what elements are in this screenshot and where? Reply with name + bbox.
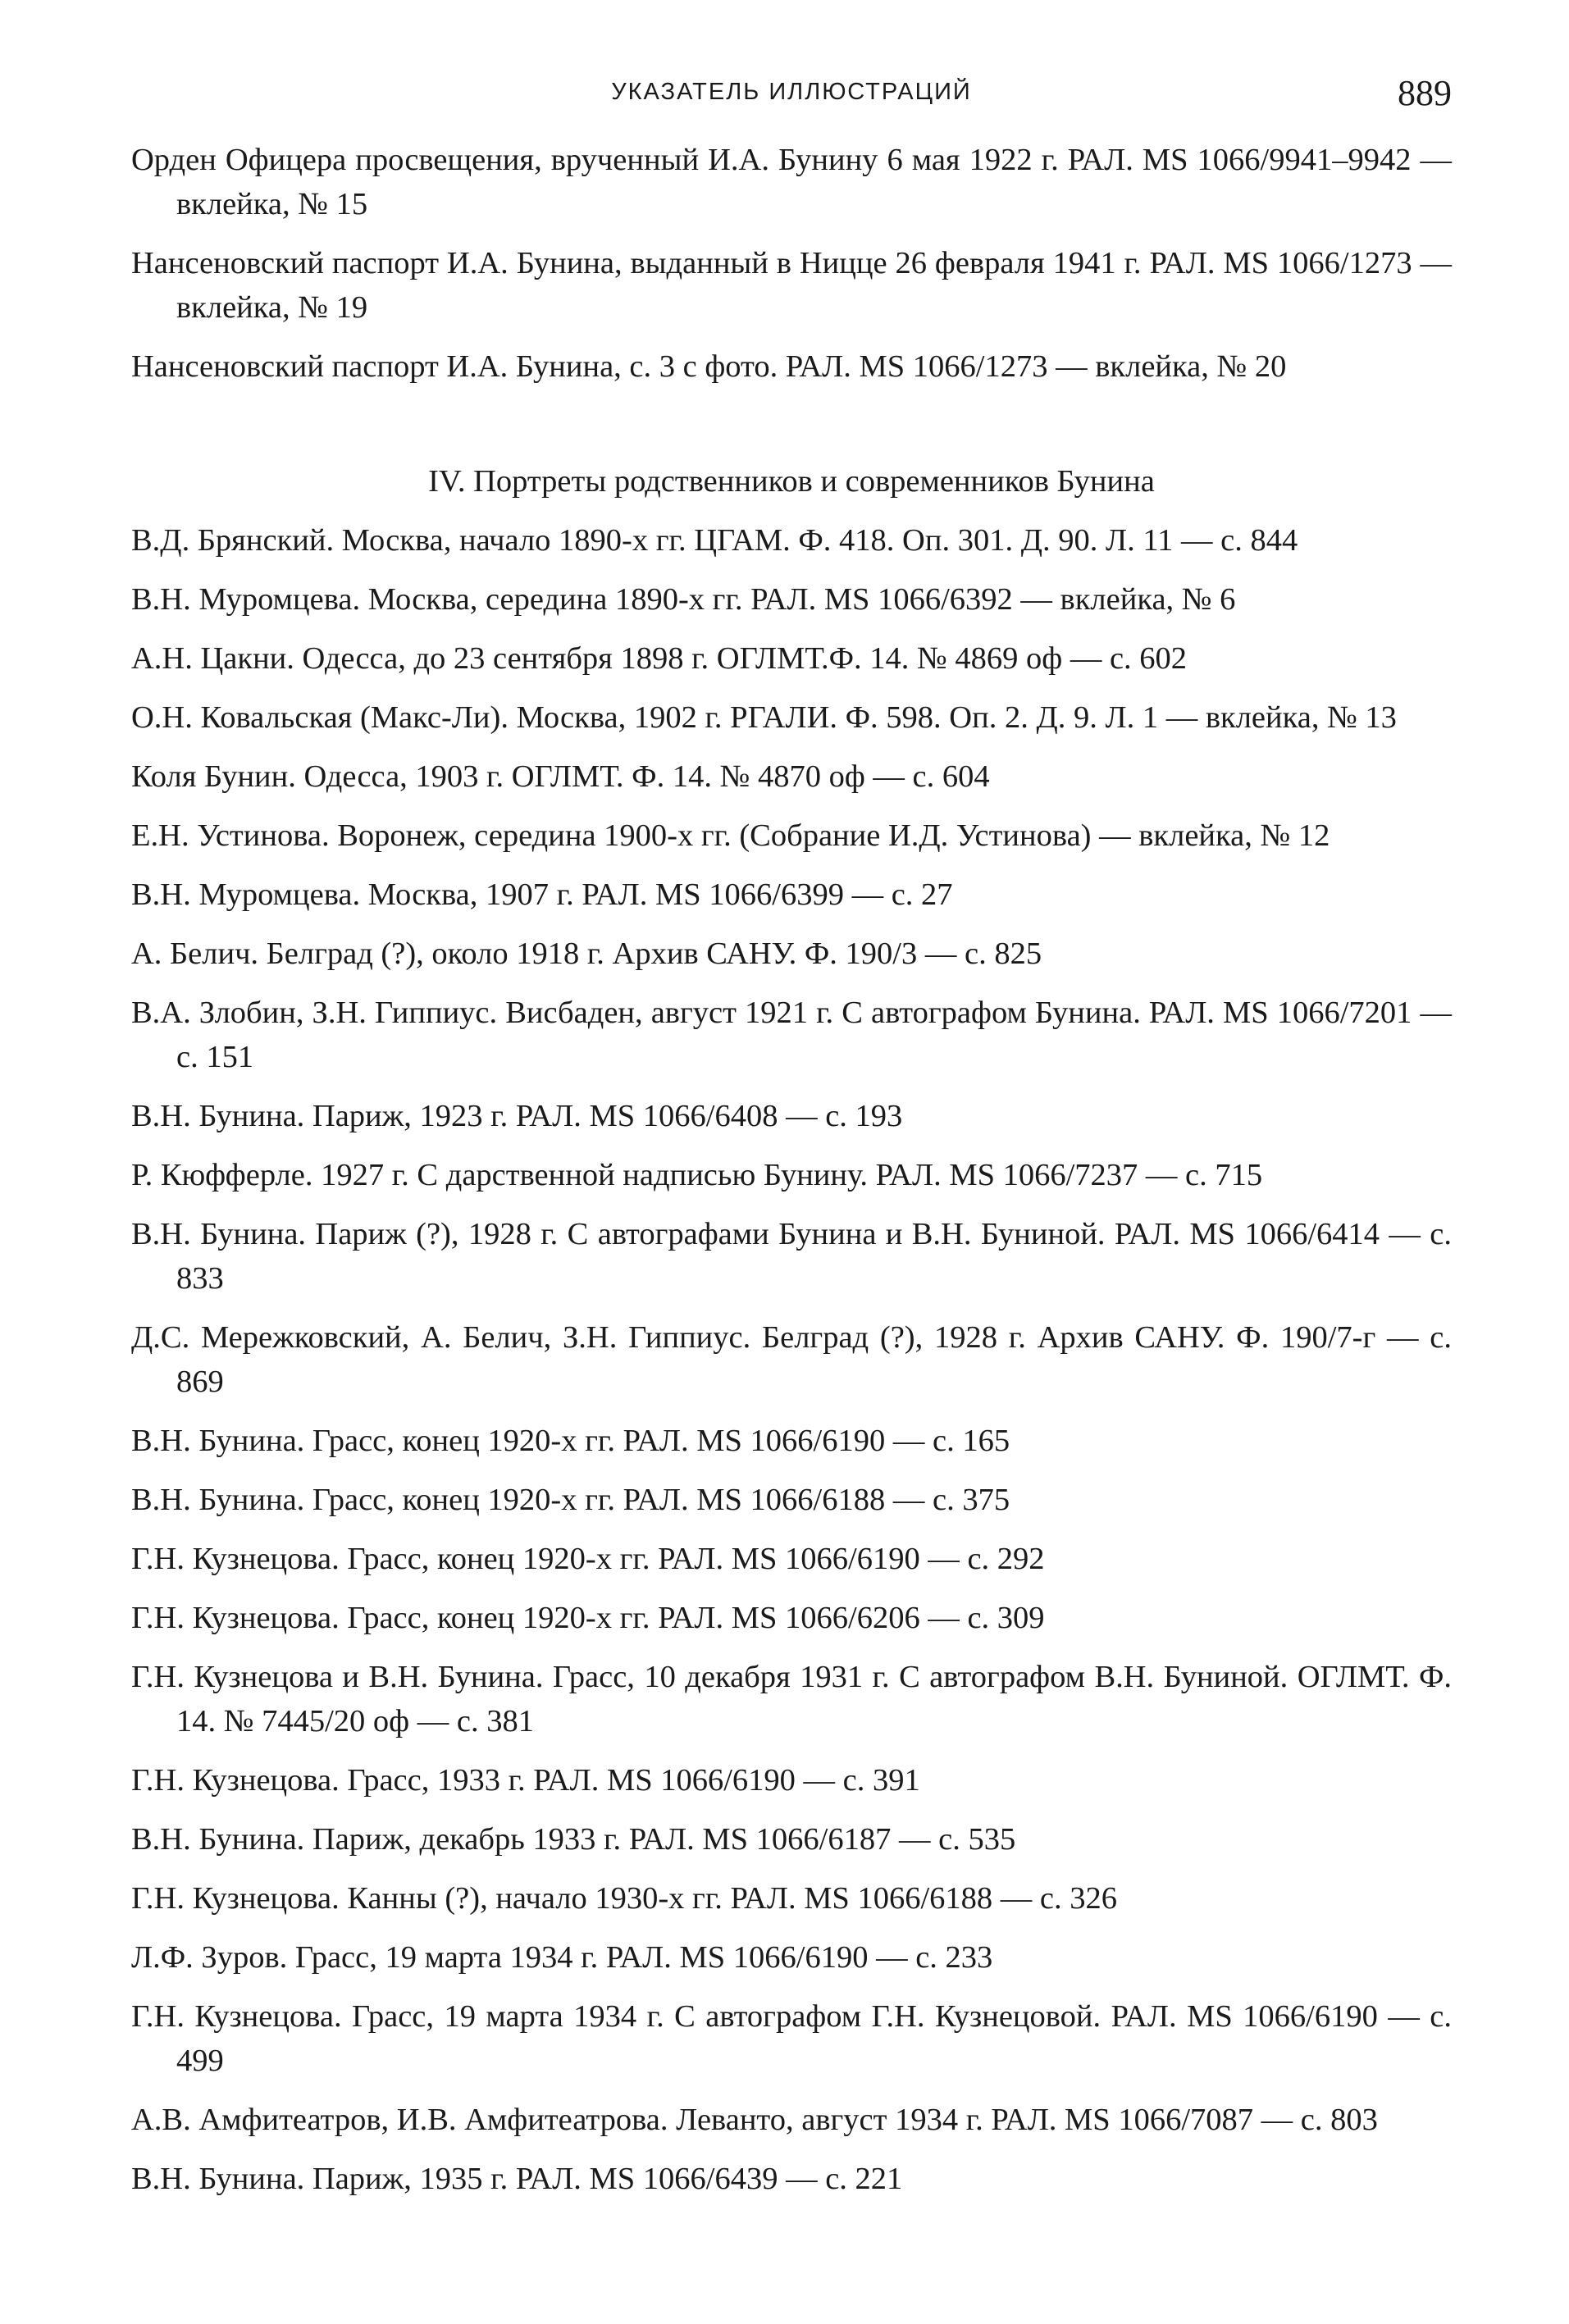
index-entry: Орден Офицера просвещения, врученный И.А. Бунину 6 мая 1922 г. РАЛ. MS 1066/9941–9942 — вклейка, № 15 <box>131 143 1452 221</box>
index-entry: В.Н. Муромцева. Москва, 1907 г. РАЛ. MS 1066/6399 — с. 27 <box>131 877 953 912</box>
index-entry: Нансеновский паспорт И.А. Бунина, с. 3 с фото. РАЛ. MS 1066/1273 — вклейка, № 20 <box>131 349 1287 384</box>
illustration-index <box>131 138 1452 2201</box>
index-entry: А. Белич. Белград (?), около 1918 г. Архив САНУ. Ф. 190/3 — с. 825 <box>131 936 1042 971</box>
index-entry: Д.С. Мережковский, А. Белич, З.Н. Гиппиус. Белград (?), 1928 г. Архив САНУ. Ф. 190/7-г — с. 869 <box>131 1320 1452 1399</box>
index-entry: В.Н. Муромцева. Москва, середина 1890-х гг. РАЛ. MS 1066/6392 — вклейка, № 6 <box>131 582 1236 617</box>
index-entry: В.Н. Бунина. Париж (?), 1928 г. С автографами Бунина и В.Н. Буниной. РАЛ. MS 1066/6414 — с. 833 <box>131 1217 1452 1296</box>
index-entry: В.А. Злобин, З.Н. Гиппиус. Висбаден, август 1921 г. С автографом Бунина. РАЛ. MS 1066/7201 — с. 151 <box>131 996 1452 1074</box>
index-entry: Г.Н. Кузнецова. Грасс, конец 1920-х гг. РАЛ. MS 1066/6206 — с. 309 <box>131 1601 1045 1635</box>
index-entry: Г.Н. Кузнецова и В.Н. Бунина. Грасс, 10 декабря 1931 г. С автографом В.Н. Буниной. ОГЛМТ. Ф. 14. № 7445/20 оф — с. 381 <box>131 1660 1452 1738</box>
index-entry: В.Н. Бунина. Париж, 1923 г. РАЛ. MS 1066/6408 — с. 193 <box>131 1099 903 1133</box>
index-entry: А.В. Амфитеатров, И.В. Амфитеатрова. Леванто, август 1934 г. РАЛ. MS 1066/7087 — с. 803 <box>131 2103 1378 2137</box>
index-entry: Г.Н. Кузнецова. Канны (?), начало 1930-х гг. РАЛ. MS 1066/6188 — с. 326 <box>131 1881 1117 1916</box>
index-entry: Р. Кюфферле. 1927 г. С дарственной надписью Бунину. РАЛ. MS 1066/7237 — с. 715 <box>131 1158 1263 1192</box>
index-entry: Коля Бунин. Одесса, 1903 г. ОГЛМТ. Ф. 14. № 4870 оф — с. 604 <box>131 759 990 794</box>
index-entry: О.Н. Ковальская (Макс-Ли). Москва, 1902 г. РГАЛИ. Ф. 598. Оп. 2. Д. 9. Л. 1 — вклейка, № 13 <box>131 700 1397 735</box>
index-entry: В.Н. Бунина. Париж, 1935 г. РАЛ. MS 1066/6439 — с. 221 <box>131 2162 903 2196</box>
index-entry: В.Н. Бунина. Грасс, конец 1920-х гг. РАЛ. MS 1066/6190 — с. 165 <box>131 1424 1010 1458</box>
index-entry: Г.Н. Кузнецова. Грасс, 19 марта 1934 г. С автографом Г.Н. Кузнецовой. РАЛ. MS 1066/6190 — с. 499 <box>131 1999 1452 2078</box>
index-entry: Г.Н. Кузнецова. Грасс, конец 1920-х гг. РАЛ. MS 1066/6190 — с. 292 <box>131 1542 1045 1576</box>
running-title: УКАЗАТЕЛЬ ИЛЛЮСТРАЦИЙ <box>611 79 972 105</box>
index-entry: Л.Ф. Зуров. Грасс, 19 марта 1934 г. РАЛ. MS 1066/6190 — с. 233 <box>131 1940 993 1975</box>
page-number: 889 <box>1398 73 1452 113</box>
index-entry: В.Н. Бунина. Париж, декабрь 1933 г. РАЛ. MS 1066/6187 — с. 535 <box>131 1822 1016 1857</box>
index-entry: Нансеновский паспорт И.А. Бунина, выданный в Ницце 26 февраля 1941 г. РАЛ. MS 1066/1273 — вклейка, № 19 <box>131 246 1452 325</box>
section-heading: IV. Портреты родственников и современников Бунина <box>428 464 1155 499</box>
index-entry: В.Д. Брянский. Москва, начало 1890-х гг. ЦГАМ. Ф. 418. Оп. 301. Д. 90. Л. 11 — с. 844 <box>131 523 1298 558</box>
index-entry: А.Н. Цакни. Одесса, до 23 сентября 1898 г. ОГЛМТ.Ф. 14. № 4869 оф — с. 602 <box>131 641 1188 676</box>
index-entry: Е.Н. Устинова. Воронеж, середина 1900-х гг. (Собрание И.Д. Устинова) — вклейка, № 12 <box>131 818 1330 853</box>
running-header <box>131 72 1452 113</box>
index-entry: Г.Н. Кузнецова. Грасс, 1933 г. РАЛ. MS 1066/6190 — с. 391 <box>131 1763 920 1798</box>
index-entry: В.Н. Бунина. Грасс, конец 1920-х гг. РАЛ. MS 1066/6188 — с. 375 <box>131 1483 1010 1517</box>
